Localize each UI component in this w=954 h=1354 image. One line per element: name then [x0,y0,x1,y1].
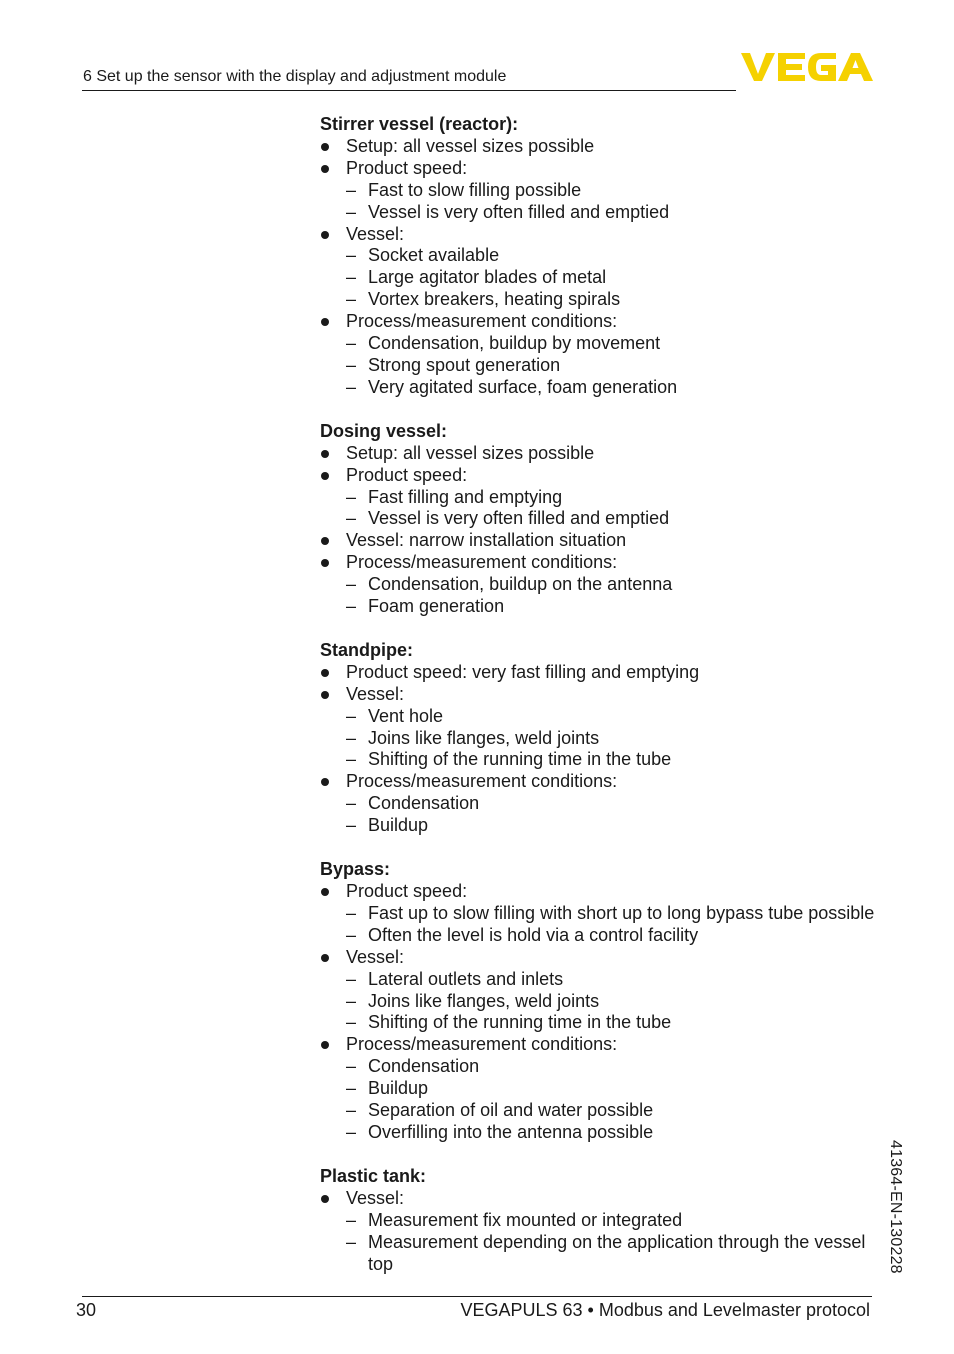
dash-item: – Buildup [346,1078,880,1100]
bullet-item-label: Vessel: narrow installation situation [346,530,627,551]
dash-item: – Condensation [346,793,880,815]
section-title: Bypass: [320,859,391,880]
dash-item: – Vortex breakers, heating spirals [346,289,880,311]
bullet-item-label: Process/measurement conditions: [346,311,618,332]
dash-item: – Measurement depending on the application through the vessel top [346,1232,880,1276]
dash-item: – Fast filling and emptying [346,487,880,509]
bullet-list [320,136,880,399]
bullet-item [320,1034,880,1144]
bullet-item [320,158,880,224]
bullet-list [320,881,880,1144]
dash-item: – Vessel is very often filled and emptied [346,202,880,224]
bullet-item [320,684,880,772]
section [320,859,880,1144]
section [320,1166,880,1276]
dash-item: – Measurement fix mounted or integrated [346,1210,880,1232]
bullet-item [320,443,880,465]
dash-list [346,1056,880,1144]
dash-item: – Fast to slow filling possible [346,180,880,202]
bullet-item-label: Setup: all vessel sizes possible [346,442,595,463]
dash-item: – Fast up to slow filling with short up to long bypass tube possible [346,903,880,925]
bullet-item [320,881,880,947]
dash-item: – Vent hole [346,706,880,728]
bullet-item-label: Product speed: [346,881,468,901]
bullet-item-label: Process/measurement conditions: [346,771,618,792]
main-content [320,114,880,1297]
dash-item: – Foam generation [346,596,880,618]
bullet-item [320,552,880,618]
dash-item: – Shifting of the running time in the tube [346,1012,880,1034]
dash-list [346,487,880,531]
dash-item: – Condensation [346,1056,880,1078]
bullet-item [320,1188,880,1276]
dash-item: – Condensation, buildup by movement [346,333,880,355]
bullet-item-label: Vessel: [346,223,405,244]
section-title: Plastic tank: [320,1165,427,1186]
footer-divider [82,1296,872,1297]
bullet-list [320,443,880,618]
dash-item: – Often the level is hold via a control facility [346,925,880,947]
dash-item: – Socket available [346,245,880,267]
bullet-item [320,136,880,158]
bullet-item [320,311,880,399]
dash-list [346,793,880,837]
dash-list [346,903,880,947]
bullet-list [320,662,880,837]
dash-item: – Shifting of the running time in the tube [346,749,880,771]
bullet-item-label: Setup: all vessel sizes possible [346,135,595,156]
page-number: 30 [76,1300,97,1320]
bullet-item-label: Vessel: [346,683,405,704]
dash-item: – Buildup [346,815,880,837]
dash-item: – Lateral outlets and inlets [346,969,880,991]
dash-item: – Overfilling into the antenna possible [346,1122,880,1144]
bullet-list [320,1188,880,1276]
dash-item: – Joins like flanges, weld joints [346,728,880,750]
section-title: Stirrer vessel (reactor): [320,114,519,134]
dash-item: – Very agitated surface, foam generation [346,377,880,399]
bullet-item-label: Process/measurement conditions: [346,1034,618,1055]
bullet-item-label: Process/measurement conditions: [346,552,618,573]
dash-item: – Large agitator blades of metal [346,267,880,289]
bullet-item [320,224,880,312]
bullet-item-label: Product speed: [346,157,468,178]
dash-list [346,574,880,618]
header-divider [82,90,736,91]
dash-list [346,333,880,399]
dash-list [346,180,880,224]
dash-item: – Vessel is very often filled and emptied [346,508,880,530]
dash-item: – Separation of oil and water possible [346,1100,880,1122]
bullet-item-label: Vessel: [346,1187,405,1208]
bullet-item-label: Product speed: [346,464,468,485]
dash-list [346,969,880,1035]
dash-list [346,1210,880,1276]
bullet-item [320,662,880,684]
dash-item: – Condensation, buildup on the antenna [346,574,880,596]
chapter-header: 6 Set up the sensor with the display and adjustment module [83,68,507,85]
bullet-item [320,947,880,1035]
vega-logo [741,51,873,83]
section [320,640,880,837]
bullet-item-label: Product speed: very fast filling and emptying [346,661,700,682]
document-code: 41364-EN-130228 [887,1140,904,1274]
section [320,114,880,399]
section [320,421,880,618]
dash-list [346,245,880,311]
bullet-item [320,771,880,837]
bullet-item [320,530,880,552]
dash-list [346,706,880,772]
dash-item: – Joins like flanges, weld joints [346,991,880,1013]
dash-item: – Strong spout generation [346,355,880,377]
document-title: VEGAPULS 63 • Modbus and Levelmaster protocol [460,1300,870,1320]
section-title: Standpipe: [320,639,413,660]
section-title: Dosing vessel: [320,420,448,441]
bullet-item-label: Vessel: [346,946,405,967]
bullet-item [320,465,880,531]
